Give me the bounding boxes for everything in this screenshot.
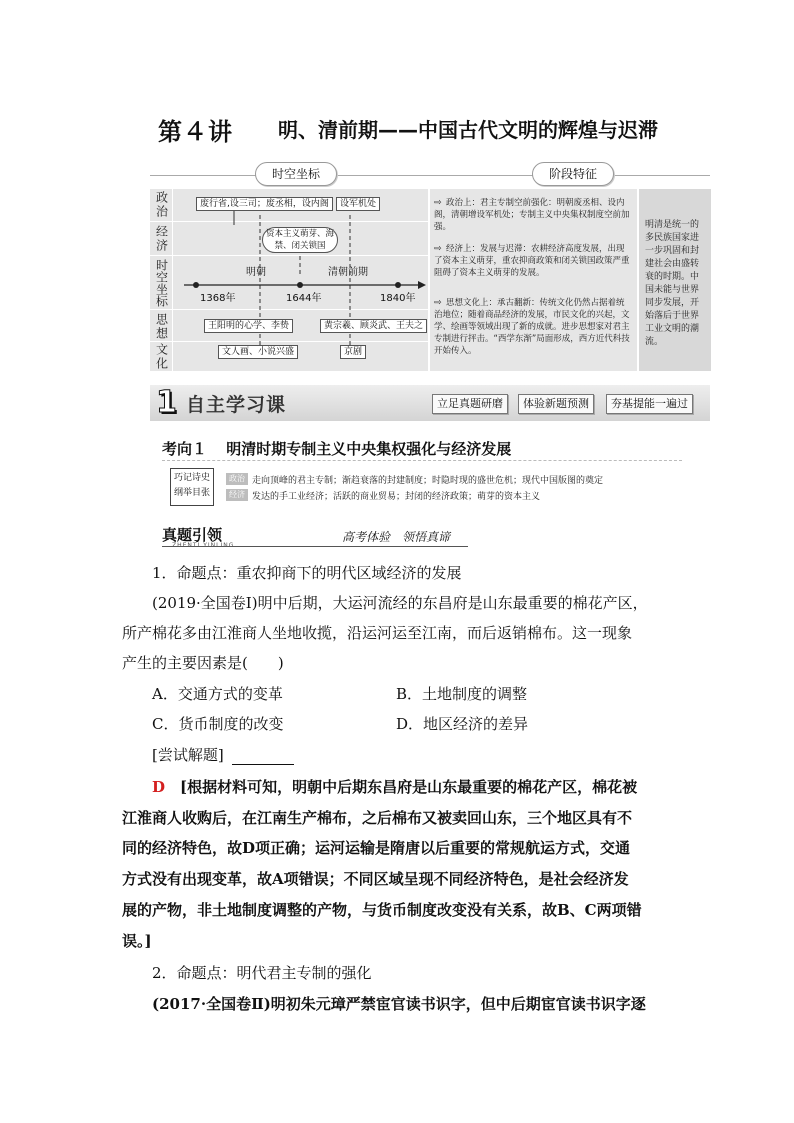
- summary-note: [639, 189, 711, 371]
- box-economy: 资本主义萌芽、海禁、闭关锁国: [262, 227, 338, 253]
- button-practice[interactable]: 夯基提能一遍过: [606, 394, 693, 414]
- timeline-arrowhead: [418, 281, 426, 289]
- tick-1368: [193, 282, 199, 288]
- section-banner: [150, 385, 710, 421]
- mnemonic-tag-economy: 经济: [226, 489, 248, 501]
- lecture-title: 明、清前期——中国古代文明的辉煌与迟滞: [278, 118, 658, 142]
- q1-stem-line: 产生的主要因素是( ): [122, 654, 284, 672]
- row-label-text: 文化: [154, 343, 169, 371]
- feature-text: 经济上：发展与迟滞：农耕经济高度发展，出现了资本主义萌芽，重农抑商政策和闭关锁国政策严重阻碍了资本主义萌芽的发展。: [434, 244, 630, 278]
- lecture-number: 第４讲: [158, 118, 233, 146]
- tick-1840: [395, 282, 401, 288]
- timeline-connectors: [150, 189, 428, 371]
- year-1840: 1840年: [380, 293, 416, 304]
- feature-text: 政治上：君主专制空前强化：明朝废丞相、设内阁，清朝增设军机处；专制主义中央集权制度空前加强。: [434, 198, 630, 232]
- tab-spacetime: 时空坐标: [255, 162, 337, 186]
- arrow-icon: ⇨: [434, 244, 442, 254]
- mnemonic-text-economy: 发达的手工业经济；活跃的商业贸易；封闭的经济政策；萌芽的资本主义: [252, 492, 541, 502]
- arrow-icon: ⇨: [434, 198, 442, 208]
- section-pinyin: ZHENTI YINLING: [172, 542, 235, 549]
- timeline-panel: [150, 189, 428, 371]
- year-1368: 1368年: [200, 293, 236, 304]
- mnemonic-box: [170, 468, 214, 506]
- banner-number: 1: [156, 385, 177, 420]
- q1-option-d: D．地区经济的差异: [396, 715, 529, 733]
- q1-explanation-line: 同的经济特色，故D项正确；运河运输是隋唐以后重要的常规航运方式，交通: [122, 839, 631, 857]
- q2-point: 2．命题点：明代君主专制的强化: [152, 964, 372, 982]
- feature-text: 思想文化上：承古翻新：传统文化仍然占据着统治地位；随着商品经济的发展，市民文化的兴起，文学、绘画等领域出现了新的成就。进步思想家对君主专制进行抨击。“西学东渐”局面形成，西方近代科技开始传入。: [434, 298, 630, 356]
- feature-culture: [434, 297, 632, 357]
- box-thought-qing: 黄宗羲、顾炎武、王夫之: [320, 319, 427, 333]
- q1-stem-line: (2019·全国卷Ⅰ)明中后期，大运河流经的东昌府是山东最重要的棉花产区，: [152, 594, 648, 612]
- topic-label: 考向１: [162, 440, 208, 458]
- banner-title: 自主学习课: [186, 394, 287, 416]
- q1-answer-blank[interactable]: [232, 750, 294, 765]
- q1-explanation-line: 误。]: [122, 932, 152, 950]
- button-past-exams[interactable]: 立足真题研磨: [432, 394, 508, 414]
- q1-explanation-text: [根据材料可知，明朝中后期东昌府是山东最重要的棉花产区，棉花被: [180, 778, 638, 796]
- arrow-icon: ⇨: [434, 298, 442, 308]
- tab-stage-features: 阶段特征: [532, 162, 614, 186]
- era-qing: 清朝前期: [328, 267, 368, 278]
- topic-divider: [162, 460, 682, 461]
- box-politics-ming: 废行省,设三司；废丞相，设内阁: [196, 197, 333, 211]
- button-new-questions[interactable]: 体验新题预测: [518, 394, 594, 414]
- topic-heading: [162, 438, 511, 459]
- q2-stem: (2017·全国卷Ⅱ)明初朱元璋严禁宦官读书识字，但中后期宦官读书识字逐: [152, 995, 646, 1013]
- row-label-text: 时空坐标: [154, 259, 169, 307]
- feature-economy: [434, 243, 632, 279]
- q1-option-b: B．土地制度的调整: [396, 685, 528, 703]
- era-ming: 明朝: [246, 267, 266, 278]
- q1-explanation-line: [152, 777, 637, 797]
- box-culture-ming: 文人画、小说兴盛: [218, 345, 298, 359]
- q1-option-c: C．货币制度的改变: [152, 715, 284, 733]
- page-title: [0, 108, 794, 144]
- q1-try: [152, 745, 294, 765]
- feature-politics: [434, 197, 632, 233]
- q1-try-label: [尝试解题]: [152, 746, 224, 764]
- section-slogan: 高考体验 领悟真谛: [342, 530, 451, 544]
- q1-option-a: A．交通方式的变革: [152, 685, 283, 703]
- q1-point: 1．命题点：重农抑商下的明代区域经济的发展: [152, 564, 462, 582]
- tab-divider: [150, 175, 710, 176]
- row-label-text: 思想: [154, 313, 169, 341]
- mnemonic-tag-politics: 政治: [226, 473, 248, 485]
- q1-explanation-line: 方式没有出现变革，故A项错误；不同区域呈现不同经济特色，是社会经济发: [122, 870, 629, 888]
- mnemonic-text-politics: 走向顶峰的君主专制；渐趋衰落的封建制度；时隐时现的盛世危机；现代中国版图的奠定: [252, 476, 604, 486]
- box-thought-ming: 王阳明的心学、李贽: [204, 319, 293, 333]
- row-label-text: 政治: [154, 191, 169, 219]
- q1-explanation-line: 展的产物，非土地制度调整的产物，与货币制度改变没有关系，故B、C两项错: [122, 901, 642, 919]
- q1-answer: D: [152, 778, 166, 796]
- mnemonic-line: 巧记诗史: [173, 473, 210, 483]
- box-culture-qing: 京剧: [340, 345, 366, 359]
- year-1644: 1644年: [286, 293, 322, 304]
- section-heading: 真题引领: [162, 526, 223, 544]
- mnemonic-line: 纲举目张: [173, 488, 210, 498]
- row-label-text: 经济: [154, 225, 169, 253]
- tick-1644: [297, 282, 303, 288]
- summary-note-text: 明清是统一的多民族国家进一步巩固和封建社会由盛转衰的时期。中国未能与世界同步发展，开始落后于世界工业文明的潮流。: [645, 220, 700, 347]
- section-divider: [162, 546, 468, 547]
- topic-title: 明清时期专制主义中央集权强化与经济发展: [226, 440, 512, 458]
- box-politics-qing: 设军机处: [336, 197, 380, 211]
- q1-explanation-line: 江淮商人收购后，在江南生产棉布，之后棉布又被卖回山东，三个地区具有不: [122, 809, 633, 827]
- q1-stem-line: 所产棉花多由江淮商人坐地收揽，沿运河运至江南，而后返销棉布。这一现象: [122, 624, 633, 642]
- features-panel: [430, 189, 637, 371]
